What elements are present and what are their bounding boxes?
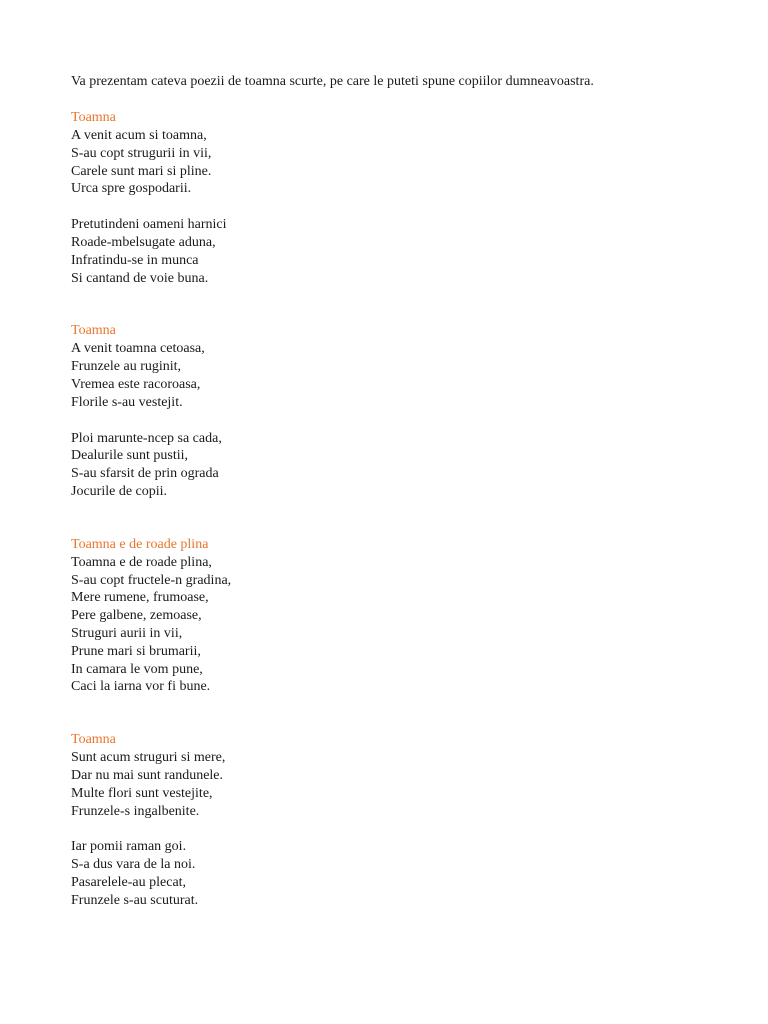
poem-line: Frunzele-s ingalbenite. xyxy=(71,803,200,819)
poem-line: Toamna e de roade plina, xyxy=(71,554,212,570)
poem-line: S-au copt fructele-n gradina, xyxy=(71,572,232,588)
poem-title: Toamna e de roade plina xyxy=(71,536,209,552)
poem-line: Caci la iarna vor fi bune. xyxy=(71,679,211,695)
poem-line: Infratindu-se in munca xyxy=(71,252,199,268)
poem-break xyxy=(71,501,731,536)
poem-line: A venit toamna cetoasa, xyxy=(71,341,205,357)
poem-line: Pretutindeni oameni harnici xyxy=(71,217,227,233)
poem-line: Dar nu mai sunt randunele. xyxy=(71,767,224,783)
poem-break xyxy=(71,287,731,322)
intro-paragraph: Va prezentam cateva poezii de toamna scurte, pe care le puteti spune copiilor dumneavoastra. xyxy=(71,74,594,89)
poem-line: In camara le vom pune, xyxy=(71,661,203,677)
stanza xyxy=(71,340,731,411)
poem-break xyxy=(71,696,731,731)
poem xyxy=(71,536,731,696)
poem-line: Florile s-au vestejit. xyxy=(71,394,183,410)
stanza xyxy=(71,838,731,909)
poem-line: Sunt acum struguri si mere, xyxy=(71,750,226,766)
poem-line: Ploi marunte-ncep sa cada, xyxy=(71,430,222,446)
poem-title: Toamna xyxy=(71,323,116,339)
poem-title: Toamna xyxy=(71,732,116,748)
stanza xyxy=(71,127,731,198)
poem xyxy=(71,731,731,909)
poem-line: Pasarelele-au plecat, xyxy=(71,874,187,890)
poem-line: Dealurile sunt pustii, xyxy=(71,448,189,464)
poem-line: Multe flori sunt vestejite, xyxy=(71,785,213,801)
stanza-break xyxy=(71,820,731,838)
poem-line: Prune mari si brumarii, xyxy=(71,643,201,659)
poem-line: Frunzele s-au scuturat. xyxy=(71,892,199,908)
poem-line: Struguri aurii in vii, xyxy=(71,625,183,641)
poem-line: Carele sunt mari si pline. xyxy=(71,163,212,179)
poem-line: S-au copt strugurii in vii, xyxy=(71,145,212,161)
poem-line: Mere rumene, frumoase, xyxy=(71,590,209,606)
document-page xyxy=(71,73,731,910)
stanza xyxy=(71,554,731,696)
poem-line: A venit acum si toamna, xyxy=(71,128,207,143)
poem-line: S-a dus vara de la noi. xyxy=(71,857,196,873)
stanza-break xyxy=(71,412,731,430)
poem-line: Jocurile de copii. xyxy=(71,483,168,499)
stanza xyxy=(71,430,731,501)
poem-line: Frunzele au ruginit, xyxy=(71,359,182,375)
poem-line: Pere galbene, zemoase, xyxy=(71,608,202,624)
stanza xyxy=(71,749,731,820)
poem-line: Urca spre gospodarii. xyxy=(71,181,192,197)
stanza-break xyxy=(71,198,731,216)
poem-line: S-au sfarsit de prin ograda xyxy=(71,466,219,482)
poem-line: Iar pomii raman goi. xyxy=(71,839,187,855)
stanza xyxy=(71,216,731,287)
poem-line: Si cantand de voie buna. xyxy=(71,270,209,286)
poem-line: Roade-mbelsugate aduna, xyxy=(71,234,216,250)
poem xyxy=(71,109,731,287)
poem-title: Toamna xyxy=(71,110,116,125)
poem xyxy=(71,322,731,500)
poem-line: Vremea este racoroasa, xyxy=(71,376,201,392)
